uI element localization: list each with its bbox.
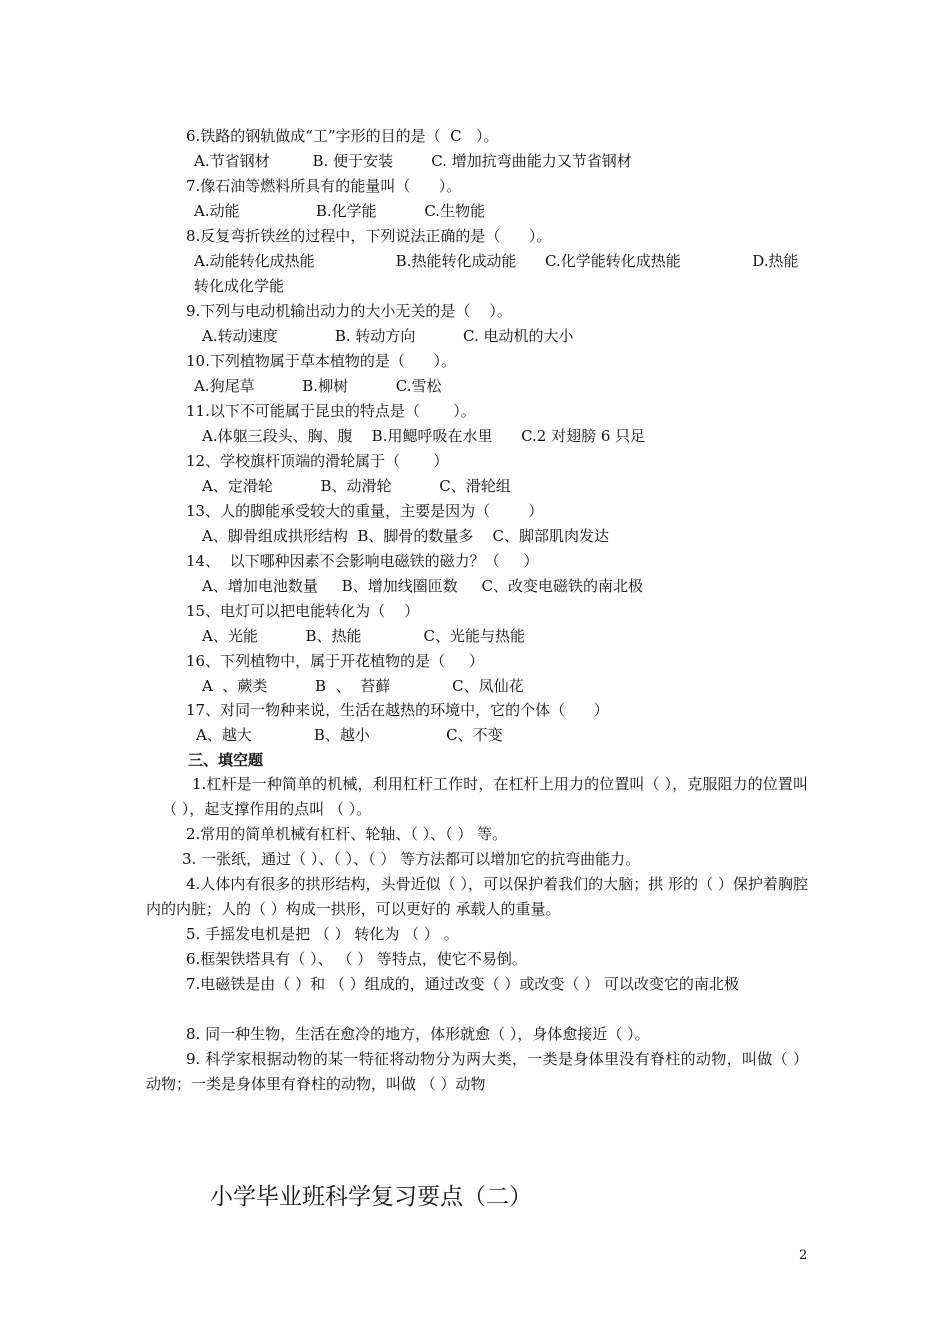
fill-item-3: 3. 一张纸，通过（ ）、（ ）、（ ） 等方法都可以增加它的抗弯曲能力。 [182, 850, 641, 868]
fill-item-9: 9. 科学家根据动物的某一特征将动物分为两大类，一类是身体里没有脊柱的动物，叫做（ ） 动物；一类是身体里有脊柱的动物，叫做 （ ）动物 [146, 1050, 808, 1093]
question-9-stem: 9.下列与电动机输出动力的大小无关的是（ ）。 [186, 302, 512, 320]
fill-item-6: 6.框架铁塔具有（ ）、 （ ） 等特点，使它不易倒。 [186, 950, 527, 968]
question-15-options: A、光能 B、热能 C、光能与热能 [202, 627, 525, 645]
question-14-stem: 14、 以下哪种因素不会影响电磁铁的磁力？（ ） [186, 552, 539, 570]
question-11-options: A.体躯三段头、胸、腹 B.用鳃呼吸在水里 C.2 对翅膀 6 只足 [202, 427, 646, 445]
question-8-options-line2: 转化成化学能 [194, 277, 285, 295]
fill-item-7: 7.电磁铁是由（ ）和 （ ）组成的，通过改变（ ）或改变（ ） 可以改变它的南北极 [186, 975, 739, 993]
question-17-stem: 17、对同一物种来说，生活在越热的环境中，它的个体（ ） [186, 701, 609, 719]
question-10-stem: 10.下列植物属于草本植物的是（ ）。 [186, 352, 456, 370]
fill-item-5: 5. 手摇发电机是把 （ ） 转化为 （ ） 。 [186, 925, 459, 943]
fill-item-1: 1.杠杆是一种简单的机械，利用杠杆工作时，在杠杆上用力的位置叫（ ），克服阻力的位置叫（ ），起支撑作用的点叫 （ ）。 [162, 775, 808, 818]
question-13-stem: 13、人的脚能承受较大的重量，主要是因为（ ） [186, 502, 544, 520]
question-12-options: A、定滑轮 B、动滑轮 C、滑轮组 [202, 477, 511, 495]
fill-item-4: 4.人体内有很多的拱形结构，头骨近似（ ），可以保护着我们的大脑；拱 形的（ ）保护着胸腔内的内脏；人的（ ）构成一拱形，可以更好的 承载人的重量。 [146, 875, 808, 918]
fill-item-2: 2.常用的简单机械有杠杆、轮轴、（ ）、（ ） 等。 [186, 825, 508, 843]
next-section-title: 小学毕业班科学复习要点（二） [210, 1184, 532, 1210]
question-6-options: A.节省钢材 B. 便于安装 C. 增加抗弯曲能力又节省钢材 [194, 152, 632, 170]
page-number: 2 [799, 1248, 808, 1263]
question-12-stem: 12、学校旗杆顶端的滑轮属于（ ） [186, 452, 449, 470]
question-8-options-line1: A.动能转化成热能 B.热能转化成动能 C.化学能转化成热能 D.热能 [194, 252, 799, 270]
question-14-options: A、增加电池数量 B、增加线圈匝数 C、改变电磁铁的南北极 [202, 577, 644, 595]
question-9-options: A.转动速度 B. 转动方向 C. 电动机的大小 [202, 327, 574, 345]
question-11-stem: 11.以下不可能属于昆虫的特点是（ ）。 [186, 402, 476, 420]
question-7-stem: 7.像石油等燃料所具有的能量叫（ ）。 [186, 177, 462, 195]
question-15-stem: 15、电灯可以把电能转化为（ ） [186, 602, 420, 620]
question-16-options: A 、蕨类 B 、 苔藓 C、凤仙花 [202, 677, 524, 695]
question-13-options: A、脚骨组成拱形结构 B、脚骨的数量多 C、脚部肌肉发达 [202, 527, 609, 545]
fill-item-8: 8. 同一种生物，生活在愈冷的地方，体形就愈（ ），身体愈接近（ ）。 [186, 1025, 650, 1043]
question-7-options: A.动能 B.化学能 C.生物能 [194, 202, 486, 220]
question-10-options: A.狗尾草 B.柳树 C.雪松 [194, 377, 442, 395]
question-16-stem: 16、下列植物中，属于开花植物的是（ ） [186, 652, 484, 670]
section-heading-fill-in: 三、填空题 [188, 751, 264, 769]
question-6-stem: 6.铁路的钢轨做成“工”字形的目的是（ C ）。 [186, 127, 499, 145]
question-17-options: A、越大 B、越小 C、不变 [196, 726, 503, 744]
question-8-stem: 8.反复弯折铁丝的过程中，下列说法正确的是（ ）。 [186, 227, 552, 245]
